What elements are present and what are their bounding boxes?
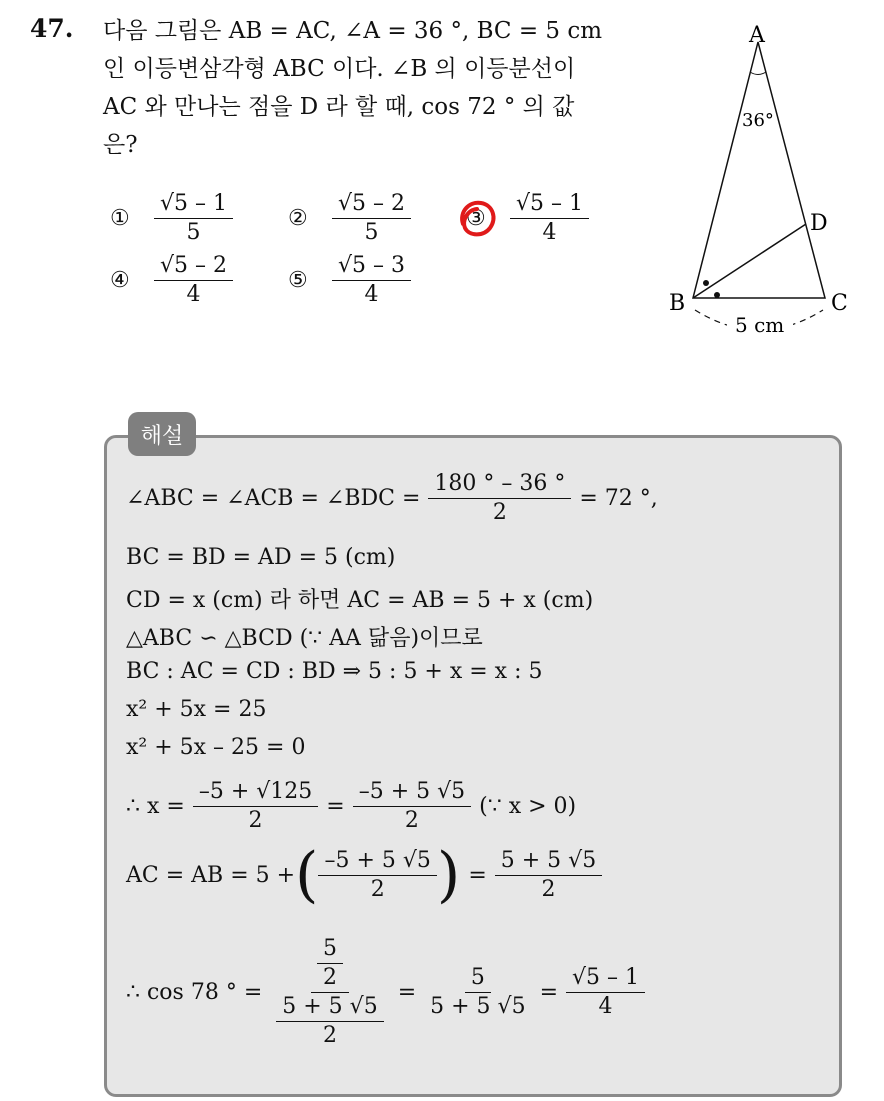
solution-line-8-denominator-2: 2 xyxy=(404,808,419,833)
solution-line-8 xyxy=(126,778,576,835)
angle-a-label: 36° xyxy=(742,110,774,131)
choice-1-marker: ① xyxy=(110,206,130,231)
solution-line-8-equals: = xyxy=(326,794,345,819)
solution-line-10-denominator-3: 4 xyxy=(598,994,613,1019)
base-length-label: 5 cm xyxy=(735,313,785,337)
angle-mark-dot xyxy=(703,280,709,286)
angle-arc-a xyxy=(750,72,766,75)
choice-1[interactable] xyxy=(110,190,233,247)
solution-line-4: △ABC ∽ △BCD (∵ AA 닮음)이므로 xyxy=(126,626,483,651)
question-line-4: 은? xyxy=(103,132,138,158)
solution-line-1-numerator: 180 ° – 36 ° xyxy=(428,470,571,499)
solution-line-1-denominator: 2 xyxy=(492,500,507,525)
choice-4[interactable] xyxy=(110,252,233,309)
solution-line-5: BC : AC = CD : BD ⇒ 5 : 5 + x = x : 5 xyxy=(126,659,543,684)
choice-3-marker-text: ③ xyxy=(466,206,486,231)
solution-line-8-fraction-2 xyxy=(353,778,471,835)
choice-5-denominator: 4 xyxy=(364,282,379,307)
solution-line-1-fraction xyxy=(428,470,571,527)
solution-line-2: BC = BD = AD = 5 (cm) xyxy=(126,545,396,570)
choice-2-marker: ② xyxy=(288,206,308,231)
solution-line-8-rhs: (∵ x > 0) xyxy=(479,794,577,819)
solution-line-9 xyxy=(126,840,602,910)
choice-5[interactable] xyxy=(288,252,411,309)
solution-line-10-fraction-3 xyxy=(566,964,645,1021)
solution-line-10-bottom-numerator: 5 + 5 √5 xyxy=(276,993,383,1022)
angle-mark-dot xyxy=(714,292,720,298)
choice-2-denominator: 5 xyxy=(364,220,379,245)
solution-line-10-fraction-2 xyxy=(424,964,531,1021)
vertex-b-label: B xyxy=(669,291,686,316)
solution-line-8-denominator-1: 2 xyxy=(248,808,263,833)
solution-line-7: x² + 5x – 25 = 0 xyxy=(126,735,306,760)
question-number: 47. xyxy=(30,14,74,43)
selected-circle-icon xyxy=(455,196,501,242)
solution-line-10-bottom xyxy=(270,993,389,1050)
choice-5-numerator: √5 – 3 xyxy=(332,252,411,281)
vertex-d-label: D xyxy=(810,211,828,236)
solution-line-10-numerator-2: 5 xyxy=(465,964,491,993)
choice-3-numerator: √5 – 1 xyxy=(510,190,589,219)
triangle-abc xyxy=(693,42,825,298)
choice-5-fraction xyxy=(332,252,411,309)
choice-2-fraction xyxy=(332,190,411,247)
question-line-1: 다음 그림은 AB = AC, ∠A = 36 °, BC = 5 cm xyxy=(103,18,603,44)
question-text xyxy=(103,12,643,164)
solution-line-9-denominator-1: 2 xyxy=(370,876,385,902)
choice-3-denominator: 4 xyxy=(542,220,557,245)
solution-line-10-top-numerator: 5 xyxy=(317,935,343,964)
solution-line-1-lhs: ∠ABC = ∠ACB = ∠BDC = xyxy=(126,486,421,511)
choice-4-numerator: √5 – 2 xyxy=(154,252,233,281)
choice-4-marker: ④ xyxy=(110,268,130,293)
left-paren: ( xyxy=(295,840,319,910)
solution-line-10-bottom-denominator: 2 xyxy=(322,1023,337,1048)
solution-line-9-lhs: AC = AB = 5 + xyxy=(126,862,296,888)
solution-line-9-numerator-1: –5 + 5 √5 xyxy=(318,847,436,876)
question-line-3: AC 와 만나는 점을 D 라 할 때, cos 72 ° 의 값 xyxy=(103,94,575,120)
solution-line-9-denominator-2: 2 xyxy=(541,876,556,902)
solution-line-10-equals-1: = xyxy=(397,980,417,1005)
right-paren: ) xyxy=(436,840,461,910)
solution-line-10-top xyxy=(311,935,349,993)
solution-line-8-numerator-1: –5 + √125 xyxy=(193,778,318,807)
vertex-c-label: C xyxy=(831,291,848,316)
solution-line-10-complex-fraction xyxy=(270,935,389,1050)
solution-line-8-fraction-1 xyxy=(193,778,318,835)
triangle-figure xyxy=(665,20,865,350)
choice-2[interactable] xyxy=(288,190,411,247)
solution-line-10 xyxy=(126,935,653,1050)
solution-tag: 해설 xyxy=(128,412,196,456)
question-line-2: 인 이등변삼각형 ABC 이다. ∠B 의 이등분선이 xyxy=(103,56,576,82)
choice-2-numerator: √5 – 2 xyxy=(332,190,411,219)
vertex-a-label: A xyxy=(749,23,765,48)
solution-line-10-lhs: ∴ cos 78 ° = xyxy=(126,980,263,1005)
solution-line-10-equals-2: = xyxy=(539,980,559,1005)
choice-1-fraction xyxy=(154,190,233,247)
bisector-bd xyxy=(693,224,806,298)
choice-3[interactable] xyxy=(466,190,589,247)
choice-1-denominator: 5 xyxy=(186,220,201,245)
solution-line-1 xyxy=(126,470,658,527)
choice-5-marker: ⑤ xyxy=(288,268,308,293)
solution-line-6: x² + 5x = 25 xyxy=(126,697,267,722)
choice-4-fraction xyxy=(154,252,233,309)
solution-line-10-bottom-fraction xyxy=(276,993,383,1050)
solution-line-10-denominator-2: 5 + 5 √5 xyxy=(430,994,526,1019)
solution-line-1-rhs: = 72 °, xyxy=(579,486,658,511)
solution-line-9-fraction-2 xyxy=(495,847,602,904)
solution-line-9-numerator-2: 5 + 5 √5 xyxy=(495,847,602,876)
solution-line-10-top-denominator: 2 xyxy=(322,965,337,990)
solution-line-9-equals: = xyxy=(468,862,487,888)
solution-line-9-fraction-1 xyxy=(318,847,436,904)
solution-line-8-numerator-2: –5 + 5 √5 xyxy=(353,778,471,807)
choice-3-fraction xyxy=(510,190,589,247)
solution-line-8-lhs: ∴ x = xyxy=(126,794,185,819)
choice-1-numerator: √5 – 1 xyxy=(154,190,233,219)
solution-line-10-top-fraction xyxy=(317,935,343,992)
choice-4-denominator: 4 xyxy=(186,282,201,307)
choice-3-marker xyxy=(466,206,510,231)
solution-line-10-numerator-3: √5 – 1 xyxy=(566,964,645,993)
solution-line-3: CD = x (cm) 라 하면 AC = AB = 5 + x (cm) xyxy=(126,588,594,613)
